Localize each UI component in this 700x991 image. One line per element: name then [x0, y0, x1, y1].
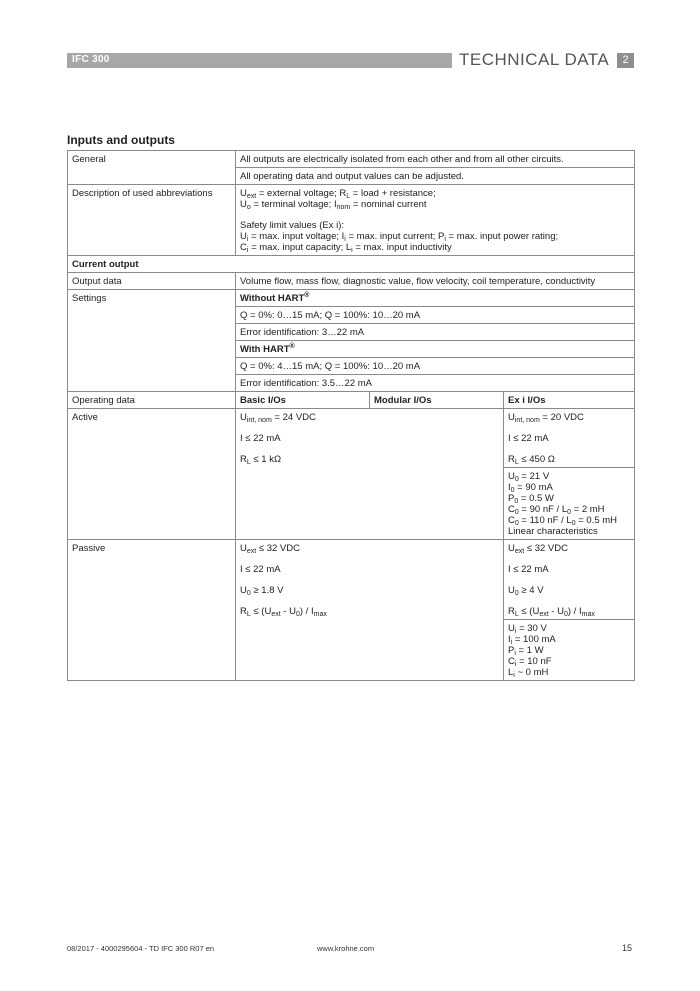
safety-title: Safety limit values (Ex i): [240, 220, 344, 231]
with-hart-range: Q = 0%: 4…15 mA; Q = 100%: 10…20 mA [236, 358, 635, 375]
abbrev-line: $C_i = \max$. input capacity; $L_i = \max$. input inductivity [240, 242, 452, 254]
without-hart-heading: Without HART® [236, 290, 635, 307]
table-row [68, 185, 635, 256]
row-label-output-data: Output data [68, 273, 236, 290]
header-bar [67, 53, 452, 68]
passive-exi-safety: $U_i = 30$ V $I_i = 100$ mA $P_i = 1$ W $C_i = 10$ nF $L_i$ ~ 0 mH [504, 620, 635, 681]
passive-exi: $U_{ext} \le 32$ VDC I ≤ 22 mA $U_0 \ge 4$ V $R_L \le (U_{ext} - U_0) / I_{max}$ [504, 540, 635, 620]
abbreviations-text [236, 185, 635, 256]
table-row [68, 273, 635, 290]
abbrev-line: $U_i = \max$. input voltage; $I_i = \max$. input current; $P_i = \max$. input power rating; [240, 231, 559, 243]
abbrev-line: $U_o$ = terminal voltage; $I_{nom}$ = nominal current [240, 199, 427, 211]
table-row [68, 256, 635, 273]
product-name: IFC 300 [72, 54, 110, 65]
table-row [68, 151, 635, 168]
row-label-settings: Settings [68, 290, 236, 392]
row-label-passive: Passive [68, 540, 236, 681]
row-label-active: Active [68, 409, 236, 540]
active-basic-modular: $U_{int, nom} = 24$ VDC I ≤ 22 mA $R_L \le 1$ kΩ [236, 409, 504, 540]
col-modular-ios: Modular I/Os [370, 392, 504, 409]
output-data-text: Volume flow, mass flow, diagnostic value, flow velocity, coil temperature, conductivity [236, 273, 635, 290]
without-hart-range: Q = 0%: 0…15 mA; Q = 100%: 10…20 mA [236, 307, 635, 324]
current-output-heading: Current output [68, 256, 635, 273]
col-exi-ios: Ex i I/Os [504, 392, 635, 409]
page-number: 15 [622, 943, 633, 953]
row-label-operating-data: Operating data [68, 392, 236, 409]
row-label-general: General [68, 151, 236, 185]
with-hart-error: Error identification: 3.5…22 mA [236, 375, 635, 392]
table-row [68, 392, 635, 409]
chapter-title: TECHNICAL DATA [459, 50, 610, 69]
general-isolation: All outputs are electrically isolated from each other and from all other circuits. [236, 151, 635, 168]
footer-document-id: 08/2017 - 4000295604 - TD IFC 300 R07 en [67, 944, 215, 953]
page-header [67, 50, 634, 69]
section-title: Inputs and outputs [67, 133, 175, 147]
active-exi-safety: $U_0 = 21$ V $I_0 = 90$ mA $P_0 = 0.5$ W $C_0 = 90$ nF / $L_0 = 2$ mH $C_0 = 110$ nF / $L_0 = 0.5$ mH Linear characteristics [504, 468, 635, 540]
table-row [68, 290, 635, 307]
with-hart-heading: With HART® [236, 341, 635, 358]
col-basic-ios: Basic I/Os [236, 392, 370, 409]
table-row [68, 540, 635, 620]
active-exi: $U_{int, nom} = 20$ VDC I ≤ 22 mA $R_L \le 450$ Ω [504, 409, 635, 468]
chapter-number: 2 [617, 53, 634, 68]
spec-table [67, 150, 635, 681]
abbrev-line: $U_{ext}$ = external voltage; $R_L$ = load + resistance; [240, 188, 436, 200]
footer-website[interactable]: www.krohne.com [317, 944, 375, 953]
passive-basic-modular: $U_{ext} \le 32$ VDC I ≤ 22 mA $U_0 \ge 1.8$ V $R_L \le (U_{ext} - U_0) / I_{max}$ [236, 540, 504, 681]
row-label-abbreviations: Description of used abbreviations [68, 185, 236, 256]
table-row [68, 409, 635, 468]
general-adjustable: All operating data and output values can be adjusted. [236, 168, 635, 185]
without-hart-error: Error identification: 3…22 mA [236, 324, 635, 341]
